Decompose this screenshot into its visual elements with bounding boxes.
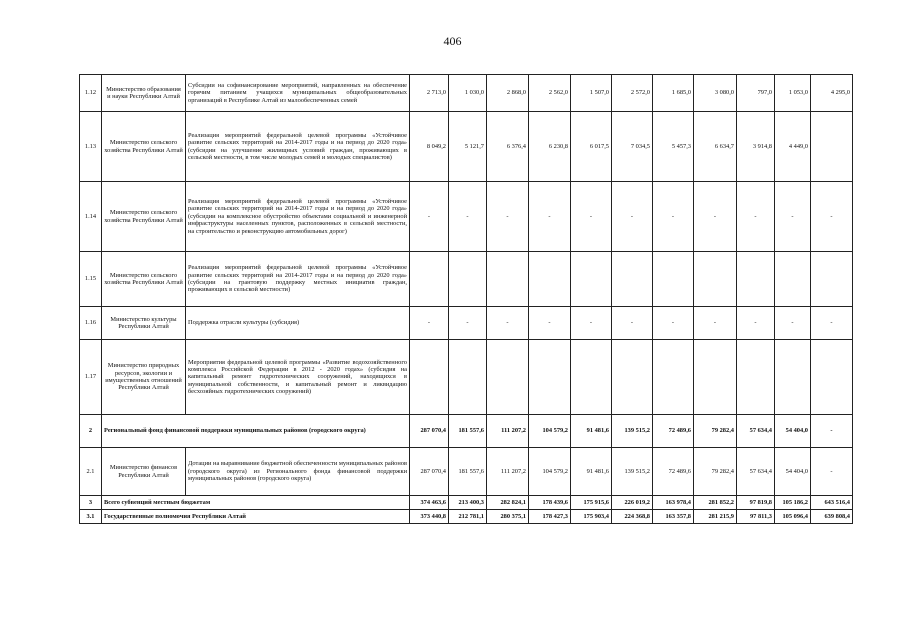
subsidy-table xyxy=(79,74,853,524)
value-cell: 178 427,3 xyxy=(529,510,571,524)
value-cell: 282 824,1 xyxy=(487,496,529,510)
value-cell: 212 781,1 xyxy=(449,510,487,524)
value-cell: 5 457,3 xyxy=(653,112,694,182)
value-cell: 163 978,4 xyxy=(653,496,694,510)
value-cell: 175 915,6 xyxy=(571,496,612,510)
value-cell: 2 868,0 xyxy=(487,75,529,112)
value-cell: 3 080,0 xyxy=(694,75,737,112)
value-cell: - xyxy=(694,182,737,252)
value-cell: 104 579,2 xyxy=(529,415,571,448)
value-cell xyxy=(811,340,853,415)
value-cell xyxy=(612,252,653,307)
value-cell xyxy=(410,340,449,415)
row-number: 1.16 xyxy=(80,307,102,340)
value-cell: 97 819,8 xyxy=(737,496,775,510)
table-row xyxy=(80,415,853,448)
value-cell: - xyxy=(410,307,449,340)
value-cell: 1 507,0 xyxy=(571,75,612,112)
row-number: 2 xyxy=(80,415,102,448)
value-cell: 287 070,4 xyxy=(410,448,449,496)
value-cell: - xyxy=(653,307,694,340)
value-cell: 1 685,0 xyxy=(653,75,694,112)
table-row xyxy=(80,252,853,307)
description-cell: Реализация мероприятий федеральной целевой программы «Устойчивое развитие сельских территорий на 2014-2017 годы и на период до 2020 года» (субсидии на комплексное обустройство объектами социальной и инженерной инфраструктуры населенных пунктов, расположенных в сельской местности, на строительство и реконструкцию автомобильных дорог) xyxy=(186,182,410,252)
table-row xyxy=(80,75,853,112)
row-number: 1.13 xyxy=(80,112,102,182)
value-cell: - xyxy=(811,182,853,252)
description-cell: Поддержка отрасли культуры (субсидия) xyxy=(186,307,410,340)
ministry-cell: Министерство сельского хозяйства Республики Алтай xyxy=(102,112,186,182)
row-number: 1.15 xyxy=(80,252,102,307)
value-cell xyxy=(775,340,811,415)
value-cell xyxy=(737,252,775,307)
value-cell: 6 017,5 xyxy=(571,112,612,182)
value-cell: 280 375,1 xyxy=(487,510,529,524)
value-cell xyxy=(571,252,612,307)
ministry-cell: Министерство природных ресурсов, экологии и имущественных отношений Республики Алтай xyxy=(102,340,186,415)
value-cell: 2 562,0 xyxy=(529,75,571,112)
description-cell: Мероприятия федеральной целевой программы «Развитие водохозяйственного комплекса Российской Федерации в 2012 - 2020 годах» (субсидия на капитальный ремонт гидротехнических сооружений, находящихся в муниципальной собственности, и капитальный ремонт и ликвидацию бесхозяйных гидротехнических сооружений) xyxy=(186,340,410,415)
value-cell: 643 516,4 xyxy=(811,496,853,510)
value-cell xyxy=(775,252,811,307)
value-cell: 2 572,0 xyxy=(612,75,653,112)
value-cell xyxy=(410,252,449,307)
value-cell: 281 215,9 xyxy=(694,510,737,524)
description-cell: Субсидии на софинансирование мероприятий, направленных на обеспечение горячим питанием учащихся муниципальных общеобразовательных организаций в Республике Алтай из малообеспеченных семей xyxy=(186,75,410,112)
value-cell xyxy=(694,340,737,415)
table-row xyxy=(80,182,853,252)
value-cell xyxy=(737,340,775,415)
value-cell xyxy=(811,112,853,182)
value-cell xyxy=(529,252,571,307)
value-cell: 5 121,7 xyxy=(449,112,487,182)
ministry-cell: Министерство сельского хозяйства Республики Алтай xyxy=(102,182,186,252)
row-number: 1.14 xyxy=(80,182,102,252)
value-cell: 639 808,4 xyxy=(811,510,853,524)
value-cell: 7 034,5 xyxy=(612,112,653,182)
description-cell: Дотации на выравнивание бюджетной обеспеченности муниципальных районов (городского округа) из Регионального фонда финансовой поддержки муниципальных районов (городского округа) xyxy=(186,448,410,496)
value-cell: 139 515,2 xyxy=(612,448,653,496)
value-cell: 111 207,2 xyxy=(487,415,529,448)
section-title: Всего субвенций местным бюджетам xyxy=(102,496,410,510)
value-cell: 72 489,6 xyxy=(653,448,694,496)
description-cell: Реализация мероприятий федеральной целевой программы «Устойчивое развитие сельских территорий на 2014-2017 годы и на период до 2020 года» (субсидии на грантовую поддержку местных инициатив граждан, проживающих в сельской местности) xyxy=(186,252,410,307)
value-cell: 178 439,6 xyxy=(529,496,571,510)
value-cell: 281 852,2 xyxy=(694,496,737,510)
ministry-cell: Министерство финансов Республики Алтай xyxy=(102,448,186,496)
value-cell: 373 440,8 xyxy=(410,510,449,524)
row-number: 3.1 xyxy=(80,510,102,524)
value-cell: - xyxy=(571,182,612,252)
ministry-cell: Министерство культуры Республики Алтай xyxy=(102,307,186,340)
table-row xyxy=(80,340,853,415)
value-cell: - xyxy=(653,182,694,252)
value-cell: 57 634,4 xyxy=(737,448,775,496)
value-cell: 91 481,6 xyxy=(571,415,612,448)
value-cell xyxy=(487,340,529,415)
value-cell: 54 404,0 xyxy=(775,448,811,496)
value-cell: - xyxy=(529,182,571,252)
value-cell xyxy=(653,252,694,307)
table-row xyxy=(80,496,853,510)
value-cell: - xyxy=(775,182,811,252)
value-cell: 175 903,4 xyxy=(571,510,612,524)
value-cell: 181 557,6 xyxy=(449,415,487,448)
value-cell: 163 357,8 xyxy=(653,510,694,524)
value-cell: - xyxy=(571,307,612,340)
value-cell: 111 207,2 xyxy=(487,448,529,496)
value-cell: - xyxy=(449,307,487,340)
section-title: Региональный фонд финансовой поддержки муниципальных районов (городского округа) xyxy=(102,415,410,448)
value-cell: 54 404,0 xyxy=(775,415,811,448)
value-cell xyxy=(694,252,737,307)
value-cell: 6 376,4 xyxy=(487,112,529,182)
value-cell: - xyxy=(487,307,529,340)
value-cell: 224 368,8 xyxy=(612,510,653,524)
value-cell: - xyxy=(487,182,529,252)
row-number: 2.1 xyxy=(80,448,102,496)
value-cell: - xyxy=(449,182,487,252)
value-cell: 105 096,4 xyxy=(775,510,811,524)
value-cell: 139 515,2 xyxy=(612,415,653,448)
value-cell: - xyxy=(737,307,775,340)
value-cell: 1 053,0 xyxy=(775,75,811,112)
value-cell: 8 049,2 xyxy=(410,112,449,182)
value-cell: - xyxy=(775,307,811,340)
table-row xyxy=(80,510,853,524)
value-cell: 105 186,2 xyxy=(775,496,811,510)
value-cell: 181 557,6 xyxy=(449,448,487,496)
value-cell xyxy=(653,340,694,415)
value-cell xyxy=(571,340,612,415)
value-cell: 226 019,2 xyxy=(612,496,653,510)
value-cell: 91 481,6 xyxy=(571,448,612,496)
value-cell: - xyxy=(737,182,775,252)
value-cell: - xyxy=(410,182,449,252)
value-cell xyxy=(487,252,529,307)
value-cell xyxy=(449,252,487,307)
value-cell: 79 282,4 xyxy=(694,448,737,496)
value-cell: 6 230,8 xyxy=(529,112,571,182)
table-row xyxy=(80,448,853,496)
value-cell: 97 811,3 xyxy=(737,510,775,524)
value-cell: 1 030,0 xyxy=(449,75,487,112)
value-cell xyxy=(612,340,653,415)
value-cell: 2 713,0 xyxy=(410,75,449,112)
value-cell: 104 579,2 xyxy=(529,448,571,496)
value-cell: 57 634,4 xyxy=(737,415,775,448)
row-number: 1.12 xyxy=(80,75,102,112)
value-cell: 72 489,6 xyxy=(653,415,694,448)
value-cell: - xyxy=(811,415,853,448)
ministry-cell: Министерство образования и науки Республики Алтай xyxy=(102,75,186,112)
value-cell xyxy=(811,252,853,307)
value-cell: - xyxy=(612,307,653,340)
value-cell: 374 463,6 xyxy=(410,496,449,510)
page-number: 406 xyxy=(443,34,462,48)
value-cell: 4 295,0 xyxy=(811,75,853,112)
value-cell: - xyxy=(529,307,571,340)
value-cell: 213 400,3 xyxy=(449,496,487,510)
description-cell: Реализация мероприятий федеральной целевой программы «Устойчивое развитие сельских территорий на 2014-2017 годы и на период до 2020 года» (субсидии на улучшение жилищных условий граждан, проживающих в сельской местности, в том числе молодых семей и молодых специалистов) xyxy=(186,112,410,182)
value-cell: - xyxy=(811,307,853,340)
value-cell: 287 070,4 xyxy=(410,415,449,448)
value-cell: - xyxy=(612,182,653,252)
section-title: Государственные полномочия Республики Алтай xyxy=(102,510,410,524)
value-cell: 797,0 xyxy=(737,75,775,112)
value-cell: 79 282,4 xyxy=(694,415,737,448)
value-cell: 4 449,0 xyxy=(775,112,811,182)
value-cell: - xyxy=(811,448,853,496)
value-cell: 6 634,7 xyxy=(694,112,737,182)
table-row xyxy=(80,112,853,182)
row-number: 3 xyxy=(80,496,102,510)
table-row xyxy=(80,307,853,340)
value-cell: - xyxy=(694,307,737,340)
value-cell xyxy=(449,340,487,415)
ministry-cell: Министерство сельского хозяйства Республики Алтай xyxy=(102,252,186,307)
value-cell xyxy=(529,340,571,415)
value-cell: 3 914,8 xyxy=(737,112,775,182)
row-number: 1.17 xyxy=(80,340,102,415)
